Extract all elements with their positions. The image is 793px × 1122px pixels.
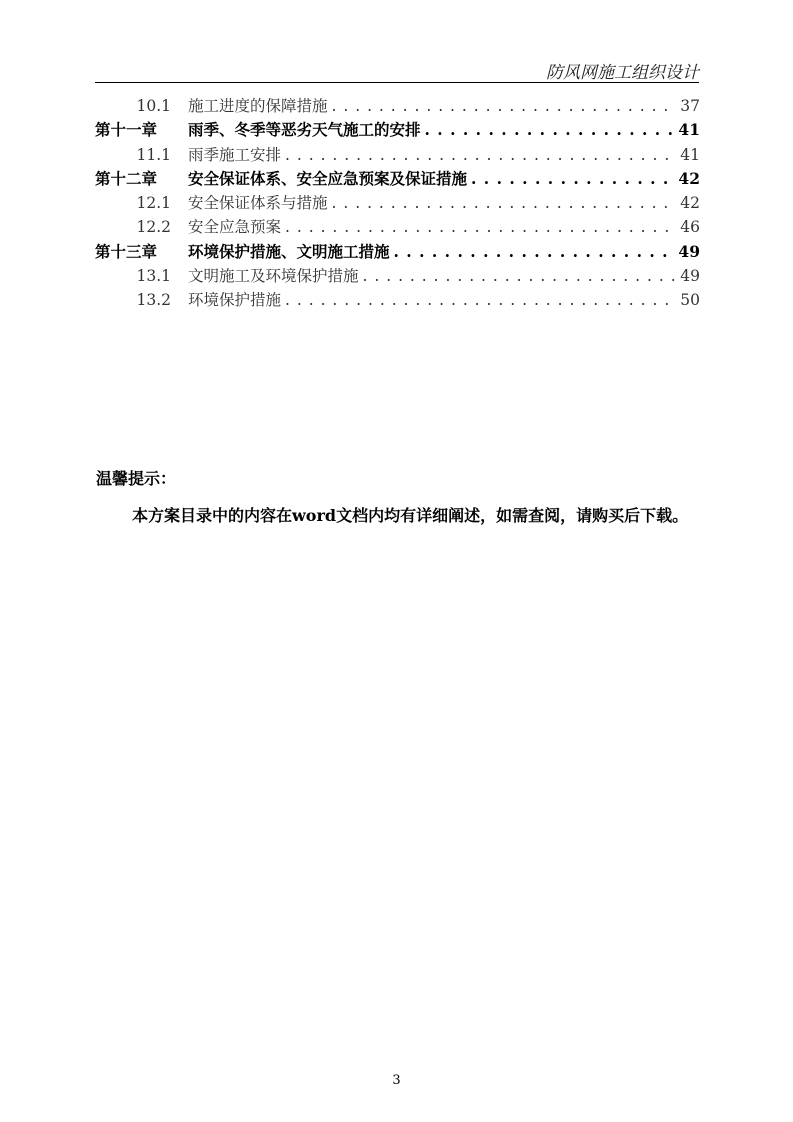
toc-section-entry[interactable] (95, 94, 700, 118)
toc-section-entry[interactable] (95, 191, 700, 215)
toc-dot-leader (425, 120, 675, 139)
toc-entry-title: 环境保护措施、文明施工措施 (188, 241, 390, 261)
toc-entry-title: 施工进度的保障措施 (188, 97, 328, 115)
toc-entry-number: 第十二章 (95, 168, 158, 188)
table-of-contents (95, 94, 700, 313)
toc-section-entry[interactable] (95, 143, 700, 167)
toc-section-entry[interactable] (95, 264, 700, 288)
toc-entry-title: 环境保护措施 (188, 291, 282, 310)
toc-entry-page: 41 (678, 120, 700, 140)
toc-entry-title: 安全应急预案 (188, 218, 282, 237)
toc-entry-page: 42 (678, 168, 700, 188)
toc-dot-leader (285, 218, 676, 236)
toc-dot-leader (363, 267, 677, 285)
toc-dot-leader (332, 194, 677, 212)
toc-entry-title: 雨季、冬季等恶劣天气施工的安排 (188, 120, 421, 140)
toc-chapter-entry[interactable] (95, 240, 700, 264)
toc-dot-leader (394, 242, 675, 261)
toc-entry-number: 10.1 (136, 97, 171, 115)
toc-entry-page: 41 (680, 145, 700, 164)
tip-body: 本方案目录中的内容在word文档内均有详细阐述，如需查阅，请购买后下载。 (132, 506, 689, 525)
toc-entry-number: 12.1 (136, 194, 171, 213)
toc-entry-page: 49 (680, 267, 700, 286)
toc-entry-number: 13.1 (136, 267, 171, 286)
toc-entry-number: 13.2 (136, 291, 171, 310)
toc-entry-page: 49 (678, 241, 700, 261)
toc-dot-leader (332, 97, 677, 115)
toc-dot-leader (285, 146, 676, 164)
toc-section-entry[interactable] (95, 215, 700, 239)
toc-chapter-entry[interactable] (95, 118, 700, 142)
toc-dot-leader (285, 291, 676, 309)
toc-entry-title: 文明施工及环境保护措施 (188, 267, 359, 286)
toc-entry-title: 安全保证体系、安全应急预案及保证措施 (188, 168, 468, 188)
toc-dot-leader (471, 169, 674, 188)
toc-entry-page: 42 (680, 194, 700, 213)
toc-entry-title: 雨季施工安排 (188, 145, 282, 164)
toc-entry-number: 11.1 (136, 145, 171, 164)
header-divider (95, 82, 699, 83)
toc-entry-number: 12.2 (136, 218, 171, 237)
toc-chapter-entry[interactable] (95, 167, 700, 191)
running-header: 防风网施工组织设计 (546, 63, 699, 83)
toc-entry-number: 第十一章 (95, 120, 158, 140)
toc-entry-title: 安全保证体系与措施 (188, 194, 328, 213)
toc-entry-page: 50 (680, 291, 700, 310)
tip-heading: 温馨提示： (96, 469, 177, 488)
page-number: 3 (392, 1073, 401, 1088)
toc-section-entry[interactable] (95, 288, 700, 312)
toc-entry-number: 第十三章 (95, 241, 158, 261)
toc-entry-page: 46 (680, 218, 700, 237)
toc-entry-page: 37 (680, 97, 700, 115)
